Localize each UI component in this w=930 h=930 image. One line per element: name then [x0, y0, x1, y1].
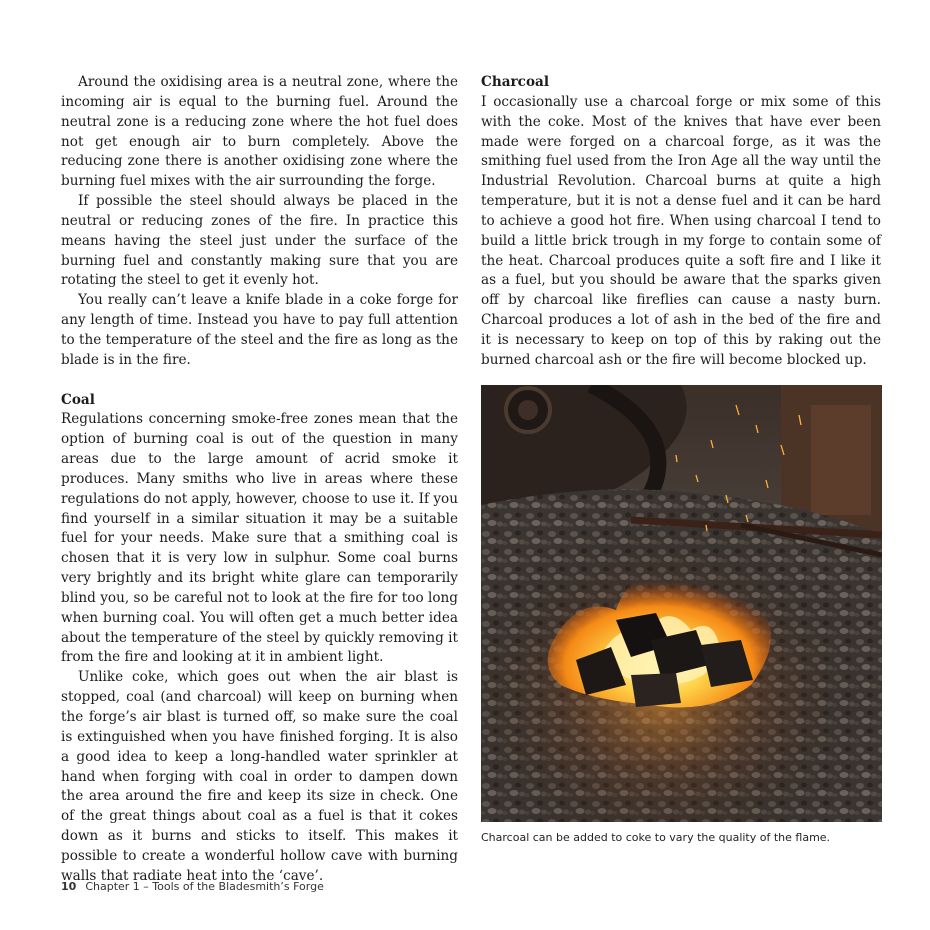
running-head: Chapter 1 – Tools of the Bladesmith’s Forge: [85, 880, 324, 893]
figure-caption: Charcoal can be added to coke to vary the quality of the flame.: [481, 831, 831, 844]
paragraph-steel-placement: If possible the steel should always be placed in the neutral or reducing zones of the fire. In practice this means having the steel just under the surface of the burning fuel and constantly making sure that you are rotating the steel to get it evenly hot.: [61, 193, 458, 289]
section-gap: [61, 371, 458, 391]
paragraph-oxidising-zones: Around the oxidising area is a neutral zone, where the incoming air is equal to the burning fuel. Around the neutral zone is a reducing zone where the hot fuel does not get enough air to burn completely. Above the reducing zone there is another oxidising zone where the burning fuel mixes with the air surrounding the forge.: [61, 74, 458, 190]
paragraph-coal-regulations: Regulations concerning smoke-free zones mean that the option of burning coal is out of the question in many areas due to the large amount of acrid smoke it produces. Many smiths who live in areas where these regulations do not apply, however, choose to use it. If you find yourself in a similar situation it may be a suitable fuel for your needs. Make sure that a smithing coal is chosen that it is very low in sulphur. Some coal burns very brightly and its bright white glare can temporarily blind you, so be careful not to look at the fire for too long when burning coal. You will often get a much better idea about the temperature of the steel by quickly removing it from the fire and looking at it in ambient light.: [61, 411, 458, 666]
paragraph-charcoal: I occasionally use a charcoal forge or mix some of this with the coke. Most of the knives that have ever been made were forged on a charcoal forge, as it was the smithing fuel used from the Iron Age all the way until the Industrial Revolution. Charcoal burns at quite a high temperature, but it is not a dense fuel and it can be hard to achieve a good hot fire. When using charcoal I tend to build a little brick trough in my forge to contain some of the heat. Charcoal produces quite a soft fire and I like it as a fuel, but you should be aware that the sparks given off by charcoal like fireflies can cause a nasty burn. Charcoal produces a lot of ash in the bed of the fire and it is necessary to keep on top of this by raking out the burned charcoal ash or the fire will become blocked up.: [481, 93, 881, 368]
heading-coal: Coal: [61, 391, 95, 408]
charcoal-fire-photo: [481, 385, 882, 822]
page-number: 10: [61, 880, 77, 893]
heading-charcoal: Charcoal: [481, 74, 549, 90]
page-footer: [61, 879, 324, 895]
paragraph-coal-burning: Unlike coke, which goes out when the air blast is stopped, coal (and charcoal) will keep on burning when the forge’s air blast is turned off, so make sure the coal is extinguished when you have finished forging. It is also a good idea to keep a long-handled water sprinkler at hand when forging with coal in order to dampen down the area around the fire and keep its size in check. One of the great things about coal as a fuel is that it cokes down as it burns and sticks to itself. This makes it possible to create a wonderful hollow cave with burning walls that radiate heat into the ‘cave’.: [61, 669, 458, 884]
right-column: [481, 73, 881, 371]
left-column: [61, 73, 458, 887]
paragraph-coke-forge-attention: You really can’t leave a knife blade in a coke forge for any length of time. Instead you have to pay full attention to the temperature of the steel and the fire as long as the blade is in the fire.: [61, 292, 458, 368]
